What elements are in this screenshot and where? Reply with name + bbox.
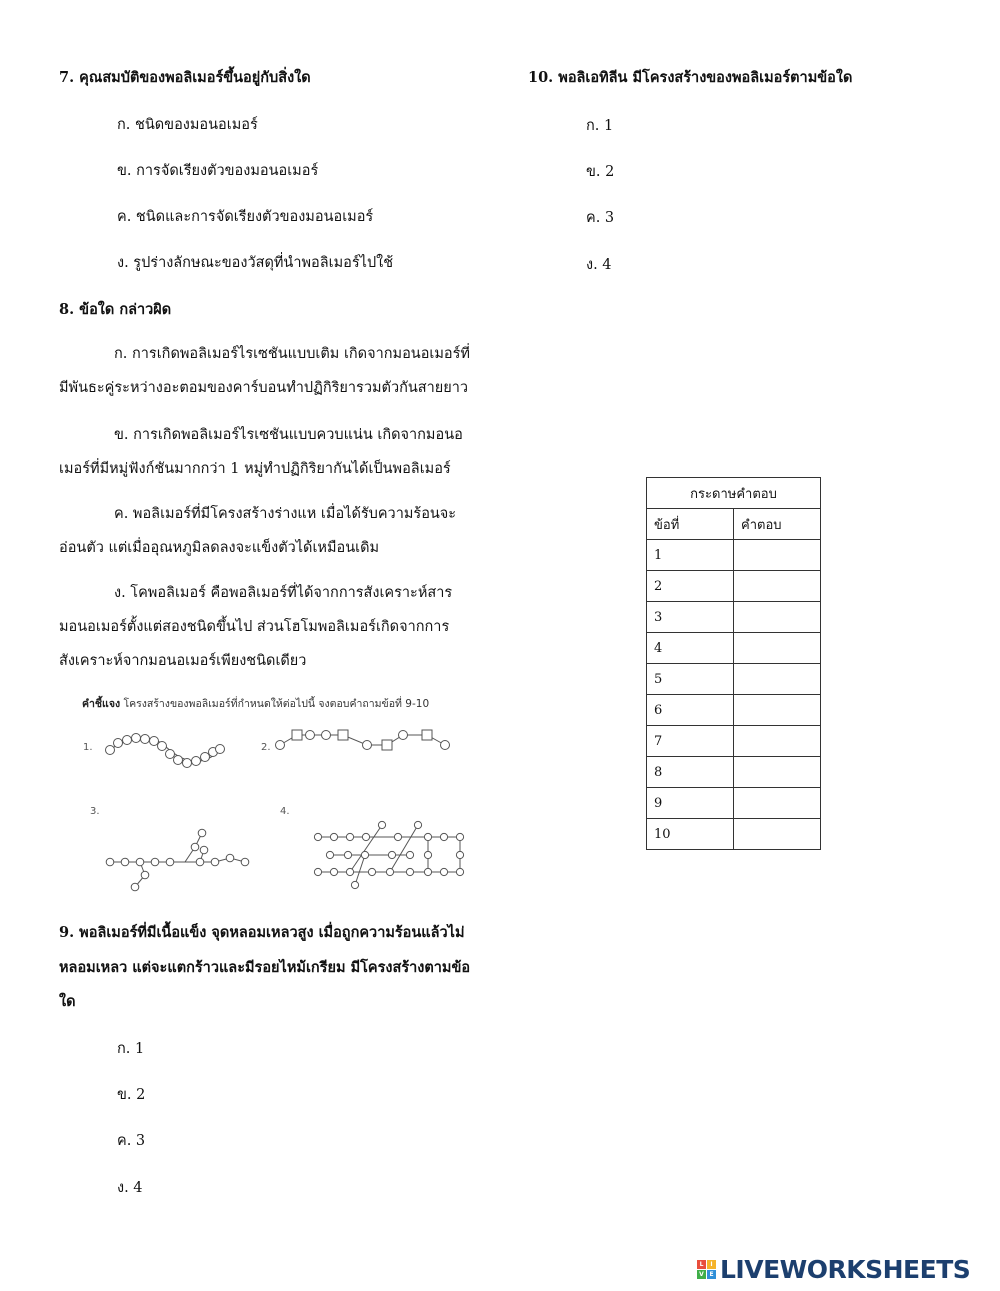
answer-cell[interactable] — [734, 633, 821, 664]
answer-sheet-table — [646, 477, 821, 850]
q8-option-d[interactable] — [59, 576, 479, 678]
answer-row-number: 5 — [647, 664, 734, 695]
figure-2-copolymer-chain — [275, 725, 455, 760]
q8-option-b-line-1: ข. การเกิดพอลิเมอร์ไรเซชันแบบควบแน่น เกิดจากมอนอ — [114, 427, 463, 443]
q7-option-c[interactable]: ค. ชนิดและการจัดเรียงตัวของมอนอเมอร์ — [117, 209, 374, 225]
instruction-text: โครงสร้างของพอลิเมอร์ที่กำหนดให้ต่อไปนี้ จงตอบคำถามข้อที่ 9-10 — [123, 698, 430, 710]
answer-cell[interactable] — [734, 788, 821, 819]
answer-cell[interactable] — [734, 757, 821, 788]
q9-option-d[interactable]: ง. 4 — [117, 1180, 143, 1196]
answer-row-number: 10 — [647, 819, 734, 850]
figure-3-branched-chain — [100, 825, 260, 895]
q7-option-a[interactable]: ก. ชนิดของมอนอเมอร์ — [117, 117, 258, 133]
q7-option-d[interactable]: ง. รูปร่างลักษณะของวัสดุที่นำพอลิเมอร์ไปใช้ — [117, 255, 394, 271]
logo-block-l: L — [697, 1260, 706, 1269]
answer-row-number: 8 — [647, 757, 734, 788]
answer-cell[interactable] — [734, 695, 821, 726]
figure-2-label: 2. — [261, 742, 271, 753]
q8-option-a[interactable] — [59, 337, 479, 405]
liveworksheets-logo — [697, 1255, 970, 1284]
q8-option-d-line-1: ง. โคพอลิเมอร์ คือพอลิเมอร์ที่ได้จากการสังเคราะห์สาร — [114, 585, 453, 601]
q10-option-b[interactable]: ข. 2 — [586, 164, 615, 180]
answer-cell[interactable] — [734, 602, 821, 633]
answer-cell[interactable] — [734, 819, 821, 850]
q10-option-a[interactable]: ก. 1 — [586, 118, 614, 134]
figure-3-label: 3. — [90, 806, 100, 817]
figure-4-network — [310, 815, 470, 885]
answer-cell[interactable] — [734, 540, 821, 571]
answer-cell[interactable] — [734, 571, 821, 602]
q9-title-line-2: หลอมเหลว แต่จะแตกร้าวและมีรอยไหม้เกรียม มีโครงสร้างตามข้อ — [59, 959, 471, 976]
figure-1-label: 1. — [83, 742, 93, 753]
answer-sheet-col-no: ข้อที่ — [647, 509, 734, 540]
logo-block-v: V — [697, 1270, 706, 1279]
answer-sheet-col-answer: คำตอบ — [734, 509, 821, 540]
q8-option-c[interactable] — [59, 497, 479, 565]
answer-row-number: 6 — [647, 695, 734, 726]
answer-sheet-title: กระดาษคำตอบ — [647, 478, 821, 509]
logo-blocks-icon — [697, 1260, 716, 1279]
q8-option-c-line-2: อ่อนตัว แต่เมื่ออุณหภูมิลดลงจะแข็งตัวได้เหมือนเดิม — [59, 540, 380, 556]
q10-option-c[interactable]: ค. 3 — [586, 210, 615, 226]
logo-block-i: I — [707, 1260, 716, 1269]
q7-title: 7. คุณสมบัติของพอลิเมอร์ขึ้นอยู่กับสิ่งใด — [59, 69, 311, 86]
figure-1-linear-chain — [100, 728, 230, 773]
answer-row-number: 4 — [647, 633, 734, 664]
answer-row-number: 7 — [647, 726, 734, 757]
q8-title: 8. ข้อใด กล่าวผิด — [59, 301, 172, 318]
answer-cell[interactable] — [734, 664, 821, 695]
q9-option-b[interactable]: ข. 2 — [117, 1087, 146, 1103]
q8-option-d-line-3: สังเคราะห์จากมอนอเมอร์เพียงชนิดเดียว — [59, 653, 307, 669]
q10-option-d[interactable]: ง. 4 — [586, 257, 612, 273]
answer-row-number: 9 — [647, 788, 734, 819]
q8-option-b[interactable] — [59, 418, 479, 486]
logo-wordmark: LIVEWORKSHEETS — [720, 1255, 971, 1284]
figure-4-label: 4. — [280, 806, 290, 817]
q9-option-a[interactable]: ก. 1 — [117, 1041, 145, 1057]
q9-option-c[interactable]: ค. 3 — [117, 1133, 146, 1149]
q8-option-b-line-2: เมอร์ที่มีหมู่ฟังก์ชันมากกว่า 1 หมู่ทำปฏิกิริยากันได้เป็นพอลิเมอร์ — [59, 461, 451, 477]
q8-option-a-line-2: มีพันธะคู่ระหว่างอะตอมของคาร์บอนทำปฏิกิริยารวมตัวกันสายยาว — [59, 380, 469, 396]
q7-option-b[interactable]: ข. การจัดเรียงตัวของมอนอเมอร์ — [117, 163, 319, 179]
q8-option-d-line-2: มอนอเมอร์ตั้งแต่สองชนิดขึ้นไป ส่วนโฮโมพอลิเมอร์เกิดจากการ — [59, 619, 450, 635]
logo-block-e: E — [707, 1270, 716, 1279]
answer-row-number: 2 — [647, 571, 734, 602]
instruction-label: คำชี้แจง — [82, 698, 121, 710]
instruction — [82, 695, 429, 712]
q9-title-line-1: 9. พอลิเมอร์ที่มีเนื้อแข็ง จุดหลอมเหลวสูง เมื่อถูกความร้อนแล้วไม่ — [59, 924, 465, 941]
q10-title: 10. พอลิเอทิลีน มีโครงสร้างของพอลิเมอร์ตามข้อใด — [528, 69, 853, 86]
q8-option-c-line-1: ค. พอลิเมอร์ที่มีโครงสร้างร่างแห เมื่อได้รับความร้อนจะ — [114, 506, 457, 522]
answer-row-number: 1 — [647, 540, 734, 571]
q8-option-a-line-1: ก. การเกิดพอลิเมอร์ไรเซชันแบบเติม เกิดจากมอนอเมอร์ที่ — [114, 346, 470, 362]
answer-cell[interactable] — [734, 726, 821, 757]
answer-row-number: 3 — [647, 602, 734, 633]
q9-title-line-3: ใด — [59, 993, 76, 1010]
